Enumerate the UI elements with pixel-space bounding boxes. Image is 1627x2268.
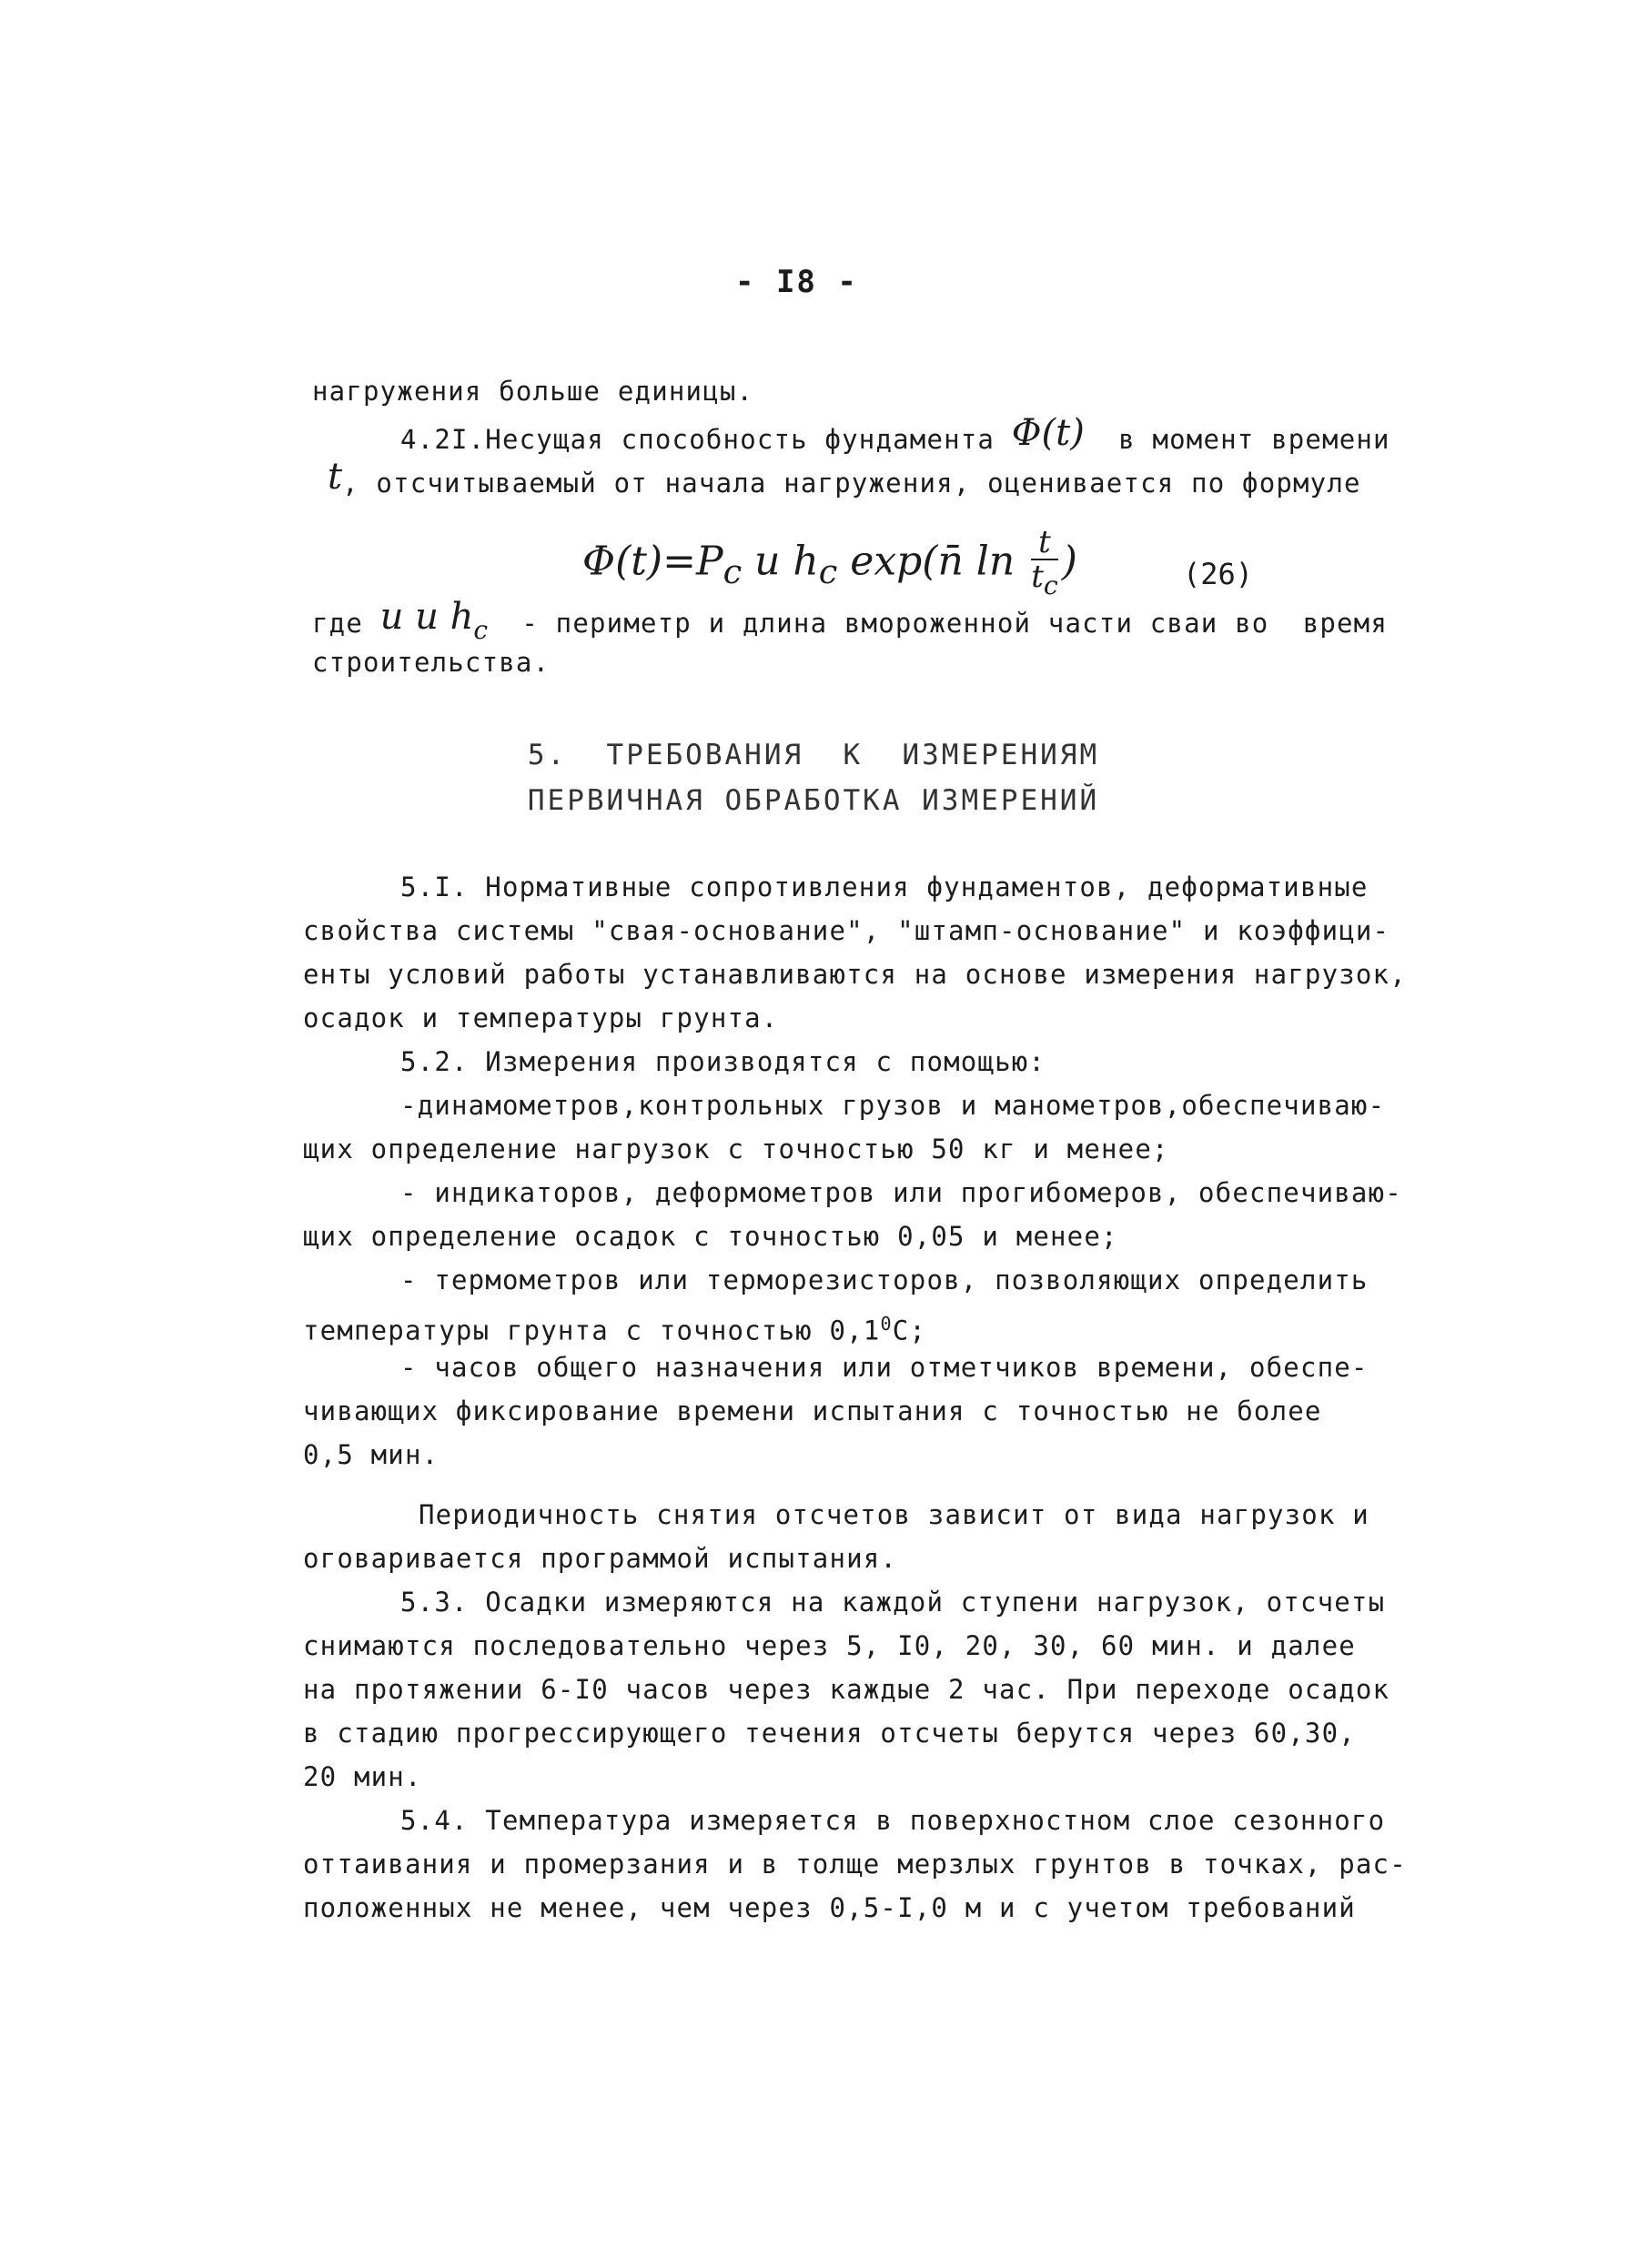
text-span: 5.4. Температура измеряется в поверхностном слое сезонного bbox=[400, 1805, 1386, 1836]
section-heading-line2: ПЕРВИЧНАЯ ОБРАБОТКА ИЗМЕРЕНИЙ bbox=[527, 784, 1100, 817]
text-line bbox=[400, 1087, 1385, 1124]
text-line bbox=[400, 1174, 1402, 1211]
formula-part: n̄ bbox=[937, 538, 964, 585]
text-span: оттаивания и промерзания и в толще мерзлых грунтов в точках, рас- bbox=[303, 1849, 1407, 1880]
superscript: 0 bbox=[880, 1313, 893, 1335]
text-span: температуры грунта с точностью 0,1 bbox=[303, 1315, 881, 1346]
text-span: на протяжении 6-I0 часов через каждые 2 час. При переходе осадок bbox=[303, 1674, 1390, 1705]
text-line bbox=[303, 1436, 439, 1473]
text-span: щих определение осадок с точностью 0,05 и менее; bbox=[303, 1221, 1118, 1252]
text-line bbox=[303, 1890, 1356, 1926]
text-span: , отсчитываемый от начала нагружения, оценивается по формуле bbox=[342, 468, 1361, 499]
text-line bbox=[303, 1218, 1118, 1255]
text-line bbox=[303, 1715, 1356, 1751]
text-span: 0,5 мин. bbox=[303, 1439, 440, 1470]
formula-subscript: c bbox=[818, 552, 838, 592]
text-span: снимаются последовательно через 5, I0, 20, 30, 60 мин. и далее bbox=[303, 1630, 1356, 1661]
text-span: енты условий работы устанавливаются на основе измерения нагрузок, bbox=[303, 959, 1407, 990]
text-span: в момент времени bbox=[1084, 424, 1390, 455]
text-line bbox=[400, 1043, 1046, 1080]
text-span: нагружения больше единицы. bbox=[312, 376, 754, 407]
text-line bbox=[303, 1393, 1322, 1429]
text-line bbox=[400, 412, 1390, 458]
text-span: - индикаторов, деформометров или прогибомеров, обеспечиваю- bbox=[400, 1177, 1402, 1208]
text-line bbox=[419, 1497, 1369, 1533]
text-span: С; bbox=[892, 1315, 927, 1346]
text-span: чивающих фиксирование времени испытания с точностью не более bbox=[303, 1396, 1322, 1426]
formula-part: P bbox=[695, 538, 723, 585]
formula-part: t bbox=[1031, 559, 1044, 595]
text-span: 4.2I.Несущая способность фундамента bbox=[400, 424, 1012, 455]
fraction-denominator bbox=[1031, 560, 1058, 602]
text-span: строительства. bbox=[312, 647, 551, 678]
text-span: - термометров или терморезисторов, позволяющих определить bbox=[400, 1265, 1369, 1295]
formula-part: Φ(t) bbox=[582, 538, 663, 585]
text-span: -динамометров,контрольных грузов и манометров,обеспечиваю- bbox=[400, 1090, 1386, 1121]
text-span: свойства системы "свая-основание", "штамп-основание" и коэффици- bbox=[303, 915, 1390, 946]
text-line bbox=[312, 373, 753, 409]
text-line bbox=[303, 1759, 422, 1795]
text-span: в стадию прогрессирующего течения отсчеты берутся через 60,30, bbox=[303, 1718, 1356, 1749]
text-span: 5.I. Нормативные сопротивления фундаментов, деформативные bbox=[400, 872, 1369, 902]
text-line bbox=[400, 869, 1369, 905]
formula-part: ln bbox=[963, 538, 1028, 585]
text-span: где bbox=[312, 608, 380, 639]
text-line bbox=[303, 1000, 778, 1036]
handwritten-subscript: c bbox=[473, 614, 489, 645]
text-span: оговаривается программой испытания. bbox=[303, 1543, 898, 1574]
text-line bbox=[400, 1584, 1385, 1620]
formula-part: ) bbox=[1061, 538, 1077, 585]
text-line bbox=[312, 644, 550, 680]
text-line bbox=[303, 1131, 1169, 1167]
text-line bbox=[400, 1349, 1369, 1386]
formula-fraction bbox=[1031, 526, 1058, 602]
text-span: 5.3. Осадки измеряются на каждой ступени нагрузок, отсчеты bbox=[400, 1587, 1386, 1618]
handwritten-symbol: Φ(t) bbox=[1011, 412, 1085, 454]
formula-part: = bbox=[662, 538, 696, 585]
formula-part: exp( bbox=[837, 538, 938, 585]
text-span: Периодичность снятия отсчетов зависит от вида нагрузок и bbox=[419, 1499, 1369, 1530]
fraction-numerator: t bbox=[1031, 526, 1058, 560]
text-span: положенных не менее, чем через 0,5-I,0 м и с учетом требований bbox=[303, 1892, 1356, 1923]
handwritten-symbol: t bbox=[328, 456, 343, 498]
text-line bbox=[303, 1305, 926, 1349]
formula-26 bbox=[582, 526, 1077, 602]
handwritten-symbol: u и h bbox=[379, 596, 474, 638]
text-line bbox=[400, 1262, 1369, 1298]
page-number: - I8 - bbox=[735, 264, 858, 300]
text-span: 5.2. Измерения производятся с помощью: bbox=[400, 1046, 1046, 1077]
text-line bbox=[303, 1628, 1356, 1664]
text-line bbox=[303, 912, 1390, 949]
text-line bbox=[303, 1671, 1390, 1708]
text-line bbox=[303, 956, 1407, 993]
equation-number: (26) bbox=[1183, 557, 1254, 591]
text-line bbox=[312, 596, 1388, 649]
text-span: щих определение нагрузок с точностью 50 кг и менее; bbox=[303, 1134, 1169, 1164]
text-span: - периметр и длина вмороженной части сваи во время bbox=[488, 608, 1388, 639]
text-line bbox=[328, 456, 1361, 501]
formula-part: u h bbox=[742, 538, 819, 585]
text-line bbox=[303, 1846, 1407, 1882]
text-line bbox=[303, 1540, 897, 1577]
formula-subscript: c bbox=[723, 552, 743, 592]
text-span: осадок и температуры грунта. bbox=[303, 1003, 779, 1033]
section-heading-line1: 5. ТРЕБОВАНИЯ К ИЗМЕРЕНИЯМ bbox=[527, 739, 1100, 771]
formula-subscript: c bbox=[1043, 570, 1058, 600]
text-span: - часов общего назначения или отметчиков времени, обеспе- bbox=[400, 1352, 1369, 1383]
text-span: 20 мин. bbox=[303, 1761, 422, 1792]
text-line bbox=[400, 1802, 1385, 1839]
